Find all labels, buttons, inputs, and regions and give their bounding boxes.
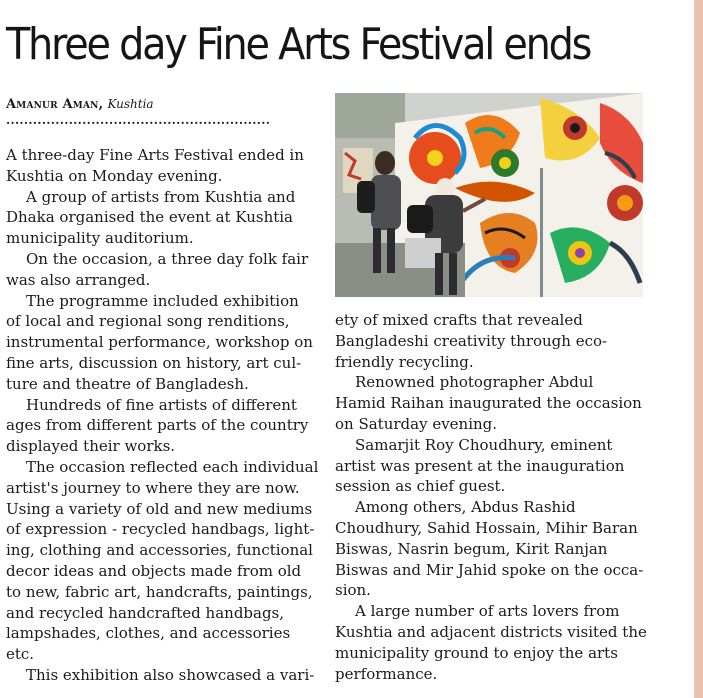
article-line: A group of artists from Kushtia and bbox=[26, 187, 296, 206]
article-line: lampshades, clothes, and accessories bbox=[6, 624, 291, 643]
article-photo bbox=[335, 93, 643, 297]
byline-author: Amanur Aman, bbox=[6, 97, 104, 112]
article-line: ages from different parts of the country bbox=[6, 416, 309, 435]
article-line: Renowned photographer Abdul bbox=[355, 373, 594, 392]
byline-separator: ........................................................... bbox=[6, 113, 271, 127]
article-line: sion. bbox=[335, 581, 371, 600]
article-line: Bangladeshi creativity through eco- bbox=[335, 331, 608, 350]
article-line: of expression - recycled handbags, light- bbox=[6, 520, 315, 539]
headline: Three day Fine Arts Festival ends bbox=[6, 19, 591, 70]
mural-photo-illustration bbox=[335, 93, 643, 297]
article-column-2 bbox=[335, 310, 655, 684]
article-line: etc. bbox=[6, 645, 35, 664]
article-line: performance. bbox=[335, 664, 438, 683]
article-line: This exhibition also showcased a vari- bbox=[26, 665, 315, 684]
article-line: Biswas, Nasrin begum, Kirit Ranjan bbox=[335, 539, 608, 558]
article-column-1 bbox=[6, 145, 322, 686]
article-line: Biswas and Mir Jahid spoke on the occa- bbox=[335, 560, 644, 579]
article-line: municipality auditorium. bbox=[6, 229, 194, 248]
article-line: A three-day Fine Arts Festival ended in bbox=[6, 146, 304, 164]
article-line: Samarjit Roy Choudhury, eminent bbox=[355, 435, 613, 454]
article-line: of local and regional song renditions, bbox=[6, 312, 290, 331]
article-line: fine arts, discussion on history, art cul- bbox=[6, 353, 302, 372]
article-line: Dhaka organised the event at Kushtia bbox=[6, 208, 293, 227]
article-line: decor ideas and objects made from old bbox=[6, 561, 302, 580]
article-line: ture and theatre of Bangladesh. bbox=[6, 374, 249, 393]
article-line: Hamid Raihan inaugurated the occasion bbox=[335, 394, 642, 413]
article-line: artist's journey to where they are now. bbox=[6, 478, 300, 497]
article-line: on Saturday evening. bbox=[335, 414, 498, 433]
article-line: Using a variety of old and new mediums bbox=[6, 499, 313, 518]
article-line: municipality ground to enjoy the arts bbox=[335, 643, 618, 662]
article-line: instrumental performance, workshop on bbox=[6, 333, 313, 352]
article-line: Hundreds of fine artists of different bbox=[26, 395, 297, 414]
article-line: On the occasion, a three day folk fair bbox=[26, 249, 309, 268]
article-line: friendly recycling. bbox=[335, 352, 474, 371]
article-line: displayed their works. bbox=[6, 437, 176, 456]
article-line: ety of mixed crafts that revealed bbox=[335, 311, 583, 329]
article-line: session as chief guest. bbox=[335, 477, 506, 496]
article-line: Kushtia and adjacent districts visited the bbox=[335, 622, 647, 641]
article-line: Kushtia on Monday evening. bbox=[6, 166, 223, 185]
article-line: to new, fabric art, handcrafts, paintings, bbox=[6, 582, 313, 601]
article-line: The occasion reflected each individual bbox=[26, 457, 319, 476]
page-edge-strip bbox=[694, 0, 703, 698]
article-line: and recycled handcrafted handbags, bbox=[6, 603, 285, 622]
article-line: Among others, Abdus Rashid bbox=[355, 498, 576, 517]
article-line: artist was present at the inauguration bbox=[335, 456, 625, 475]
byline-location: Kushtia bbox=[107, 97, 154, 111]
article-line: ing, clothing and accessories, functional bbox=[6, 541, 313, 560]
article-line: Choudhury, Sahid Hossain, Mihir Baran bbox=[335, 518, 638, 537]
article-line: A large number of arts lovers from bbox=[355, 602, 620, 621]
article-line: was also arranged. bbox=[6, 270, 151, 289]
byline bbox=[6, 95, 154, 114]
article-line: The programme included exhibition bbox=[26, 291, 299, 310]
